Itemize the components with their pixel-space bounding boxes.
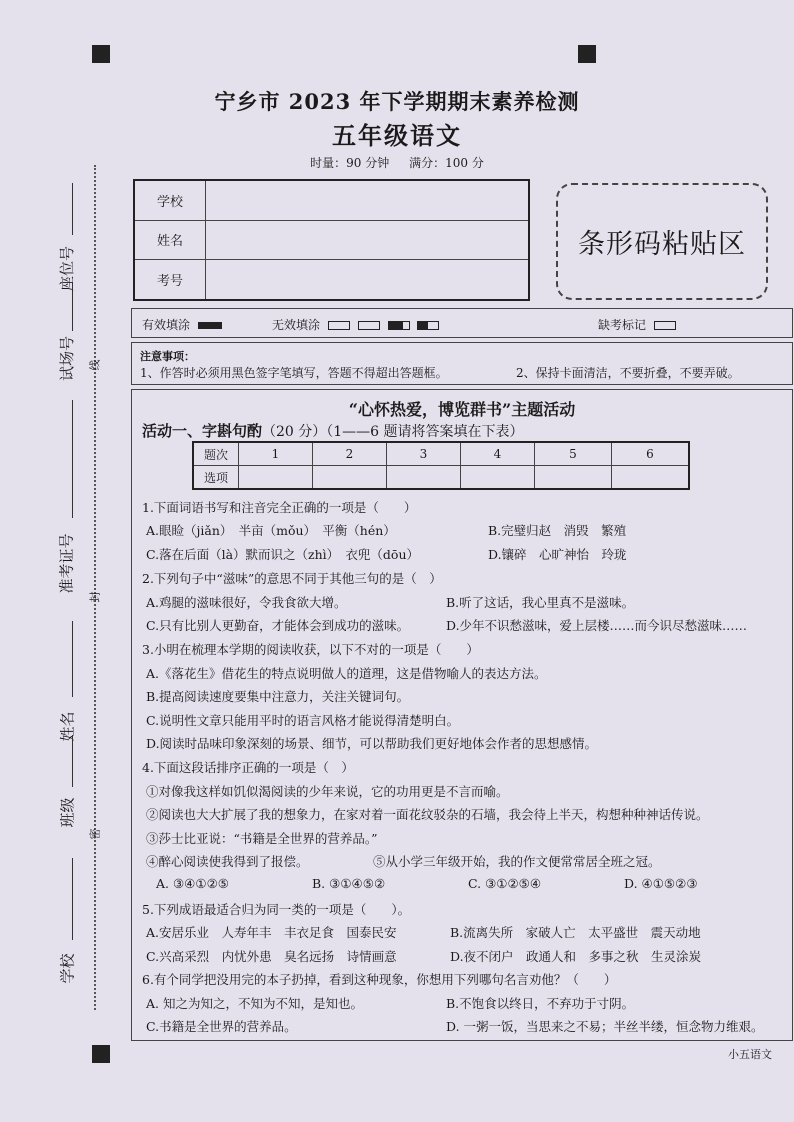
answer-col-5: 5	[535, 442, 612, 466]
q6-option-d: D. 一粥一饭，当思来之不易；半丝半缕，恒念物力维艰。	[446, 1019, 764, 1034]
answer-cell-5[interactable]	[535, 466, 612, 490]
q6-option-b: B.不饱食以终日，不弃功于寸阴。	[446, 996, 635, 1011]
q4-option-c: C. ③①②⑤④	[468, 876, 542, 891]
q2-option-c: C.只有比别人更勤奋，才能体会到成功的滋味。	[146, 618, 410, 633]
q4-option-a: A. ③④①②⑤	[156, 876, 230, 891]
secret-mark: 密	[88, 828, 102, 840]
q2-option-a: A.鸡腿的滋味很好，令我食欲大增。	[146, 595, 347, 610]
q5-option-d: D.夜不闭户 政通人和 多事之秋 生灵涂炭	[450, 949, 702, 964]
answer-col-2: 2	[313, 442, 387, 466]
q4-stem: 4.下面这段话排序正确的一项是（ ）	[142, 760, 354, 775]
answer-col-1: 1	[239, 442, 313, 466]
notice-title: 注意事项：	[140, 350, 195, 363]
school-label: 学校	[58, 953, 77, 984]
q1-option-a: A.眼睑（jiǎn） 半亩（mǒu） 平衡（hén）	[146, 523, 396, 538]
name-label: 姓名	[58, 711, 77, 742]
exam-title: 宁乡市 2023 年下学期期末素养检测	[214, 89, 580, 114]
activity-title: 活动一、字斟句酌	[142, 422, 263, 440]
q4-sentence-2: ②阅读也大大扩展了我的想象力，在家对着一面花纹驳杂的石墙，我会待上半天，构想种种神话传说。	[146, 807, 709, 822]
q2-stem: 2.下列句子中“滋味”的意思不同于其他三句的是（ ）	[142, 571, 442, 586]
answer-cell-4[interactable]	[461, 466, 535, 490]
exam-meta	[0, 154, 794, 171]
q5-option-b: B.流离失所 家破人亡 太平盛世 震天动地	[450, 925, 701, 940]
time-limit: 时量：90 分钟	[310, 156, 390, 170]
answer-row-label: 选项	[193, 466, 239, 490]
question-area	[131, 389, 793, 1041]
name-field[interactable]	[206, 220, 530, 259]
student-info-table	[133, 179, 530, 301]
school-field-label: 学校	[134, 180, 206, 220]
q4-sentence-5: ⑤从小学三年级开始，我的作文便常常居全班之冠。	[373, 854, 661, 869]
corner-mark-top-left	[92, 45, 110, 63]
exam-no-field-label: 考号	[134, 260, 206, 300]
q3-option-c: C.说明性文章只能用平时的语言风格才能说得清楚明白。	[146, 713, 460, 728]
answer-col-6: 6	[612, 442, 690, 466]
school-blank	[72, 858, 73, 940]
notice-box	[131, 342, 793, 385]
q2-option-b: B.听了这话，我心里真不是滋味。	[446, 595, 635, 610]
answer-header-label: 题次	[193, 442, 239, 466]
barcode-area: 条形码粘贴区	[556, 183, 768, 300]
seat-label: 座位号	[58, 245, 77, 292]
q2-option-d: D.少年不识愁滋味，爱上层楼……而今识尽愁滋味……	[446, 618, 748, 633]
q4-sentence-3: ③莎士比亚说：“书籍是全世界的营养品。”	[146, 831, 378, 846]
exam-room-blank	[72, 283, 73, 331]
name-blank	[72, 621, 73, 697]
answer-cell-1[interactable]	[239, 466, 313, 490]
invalid-fill-mark-half	[417, 321, 439, 330]
q5-option-c: C.兴高采烈 内忧外患 臭名远扬 诗情画意	[146, 949, 397, 964]
activity-heading	[142, 420, 524, 441]
name-field-label: 姓名	[134, 220, 206, 259]
invalid-fill-mark-cross	[358, 321, 380, 330]
activity-note: （20 分）（1——6 题请将答案填在下表）	[262, 424, 524, 440]
answer-col-4: 4	[461, 442, 535, 466]
q6-stem: 6.有个同学把没用完的本子扔掉，看到这种现象，你想用下列哪句名言劝他？（ ）	[142, 972, 617, 987]
page-footer: 小五语文	[728, 1048, 772, 1061]
q1-option-c: C.落在后面（là）默而识之（zhì） 衣兜（dōu）	[146, 547, 420, 562]
corner-mark-top-center	[578, 45, 596, 63]
q4-option-b: B. ③①④⑤②	[312, 876, 386, 891]
class-blank	[72, 735, 73, 787]
answer-cell-6[interactable]	[612, 466, 690, 490]
q6-option-a: A. 知之为知之，不知为不知，是知也。	[146, 996, 363, 1011]
corner-mark-bottom-left	[92, 1045, 110, 1063]
absent-mark	[598, 316, 676, 333]
admission-label: 准考证号	[57, 533, 76, 594]
q3-stem: 3.小明在梳理本学期的阅读收获，以下不对的一项是（ ）	[142, 642, 479, 657]
answer-col-3: 3	[387, 442, 461, 466]
fill-example-row	[131, 308, 793, 338]
q5-option-a: A.安居乐业 人寿年丰 丰衣足食 国泰民安	[146, 925, 397, 940]
section-title: “心怀热爱，博览群书”主题活动	[348, 400, 576, 419]
notice-item-1: 1、作答时必须用黑色签字笔填写，答题不得超出答题框。	[140, 366, 448, 380]
invalid-fill-mark-check	[328, 321, 350, 330]
valid-fill-label: 有效填涂	[142, 318, 191, 332]
valid-fill-mark	[198, 322, 222, 329]
binding-dotted-line	[94, 165, 96, 1010]
exam-no-field[interactable]	[206, 260, 530, 300]
class-label: 班级	[58, 797, 77, 828]
absent-mark-box[interactable]	[654, 321, 676, 330]
answer-table	[192, 441, 690, 490]
q4-sentence-4: ④醉心阅读使我得到了报偿。	[146, 854, 309, 869]
q6-option-c: C.书籍是全世界的营养品。	[146, 1019, 297, 1034]
admission-blank	[72, 400, 73, 518]
subject-title: 五年级语文	[332, 121, 462, 150]
q1-stem: 1.下面词语书写和注音完全正确的一项是（ ）	[142, 500, 417, 515]
valid-fill	[142, 316, 222, 333]
invalid-fill	[272, 316, 439, 333]
q1-option-b: B.完璧归赵 消毁 繁殖	[488, 523, 627, 538]
answer-cell-2[interactable]	[313, 466, 387, 490]
q5-stem: 5.下列成语最适合归为同一类的一项是（ ）。	[142, 902, 411, 917]
q3-option-d: D.阅读时品味印象深刻的场景、细节，可以帮助我们更好地体会作者的思想感情。	[146, 736, 598, 751]
school-field[interactable]	[206, 180, 530, 220]
invalid-fill-mark-partial	[388, 321, 410, 330]
invalid-fill-label: 无效填涂	[272, 318, 321, 332]
q4-option-d: D. ④①⑤②③	[624, 876, 698, 891]
notice-item-2: 2、保持卡面清洁，不要折叠，不要弄破。	[516, 366, 740, 380]
q3-option-a: A.《落花生》借花生的特点说明做人的道理，这是借物喻人的表达方法。	[146, 666, 547, 681]
exam-room-label: 试场号	[58, 335, 77, 382]
seat-blank	[72, 183, 73, 235]
q4-sentence-1: ①对像我这样如饥似渴阅读的少年来说，它的功用更是不言而喻。	[146, 784, 509, 799]
answer-cell-3[interactable]	[387, 466, 461, 490]
q3-option-b: B.提高阅读速度要集中注意力，关注关键词句。	[146, 689, 410, 704]
line-mark: 线	[88, 359, 102, 371]
q1-option-d: D.镶碎 心旷神怡 玲珑	[488, 547, 627, 562]
full-score: 满分：100 分	[409, 156, 484, 170]
absent-mark-label: 缺考标记	[598, 318, 647, 332]
seal-mark: 封	[88, 591, 102, 603]
